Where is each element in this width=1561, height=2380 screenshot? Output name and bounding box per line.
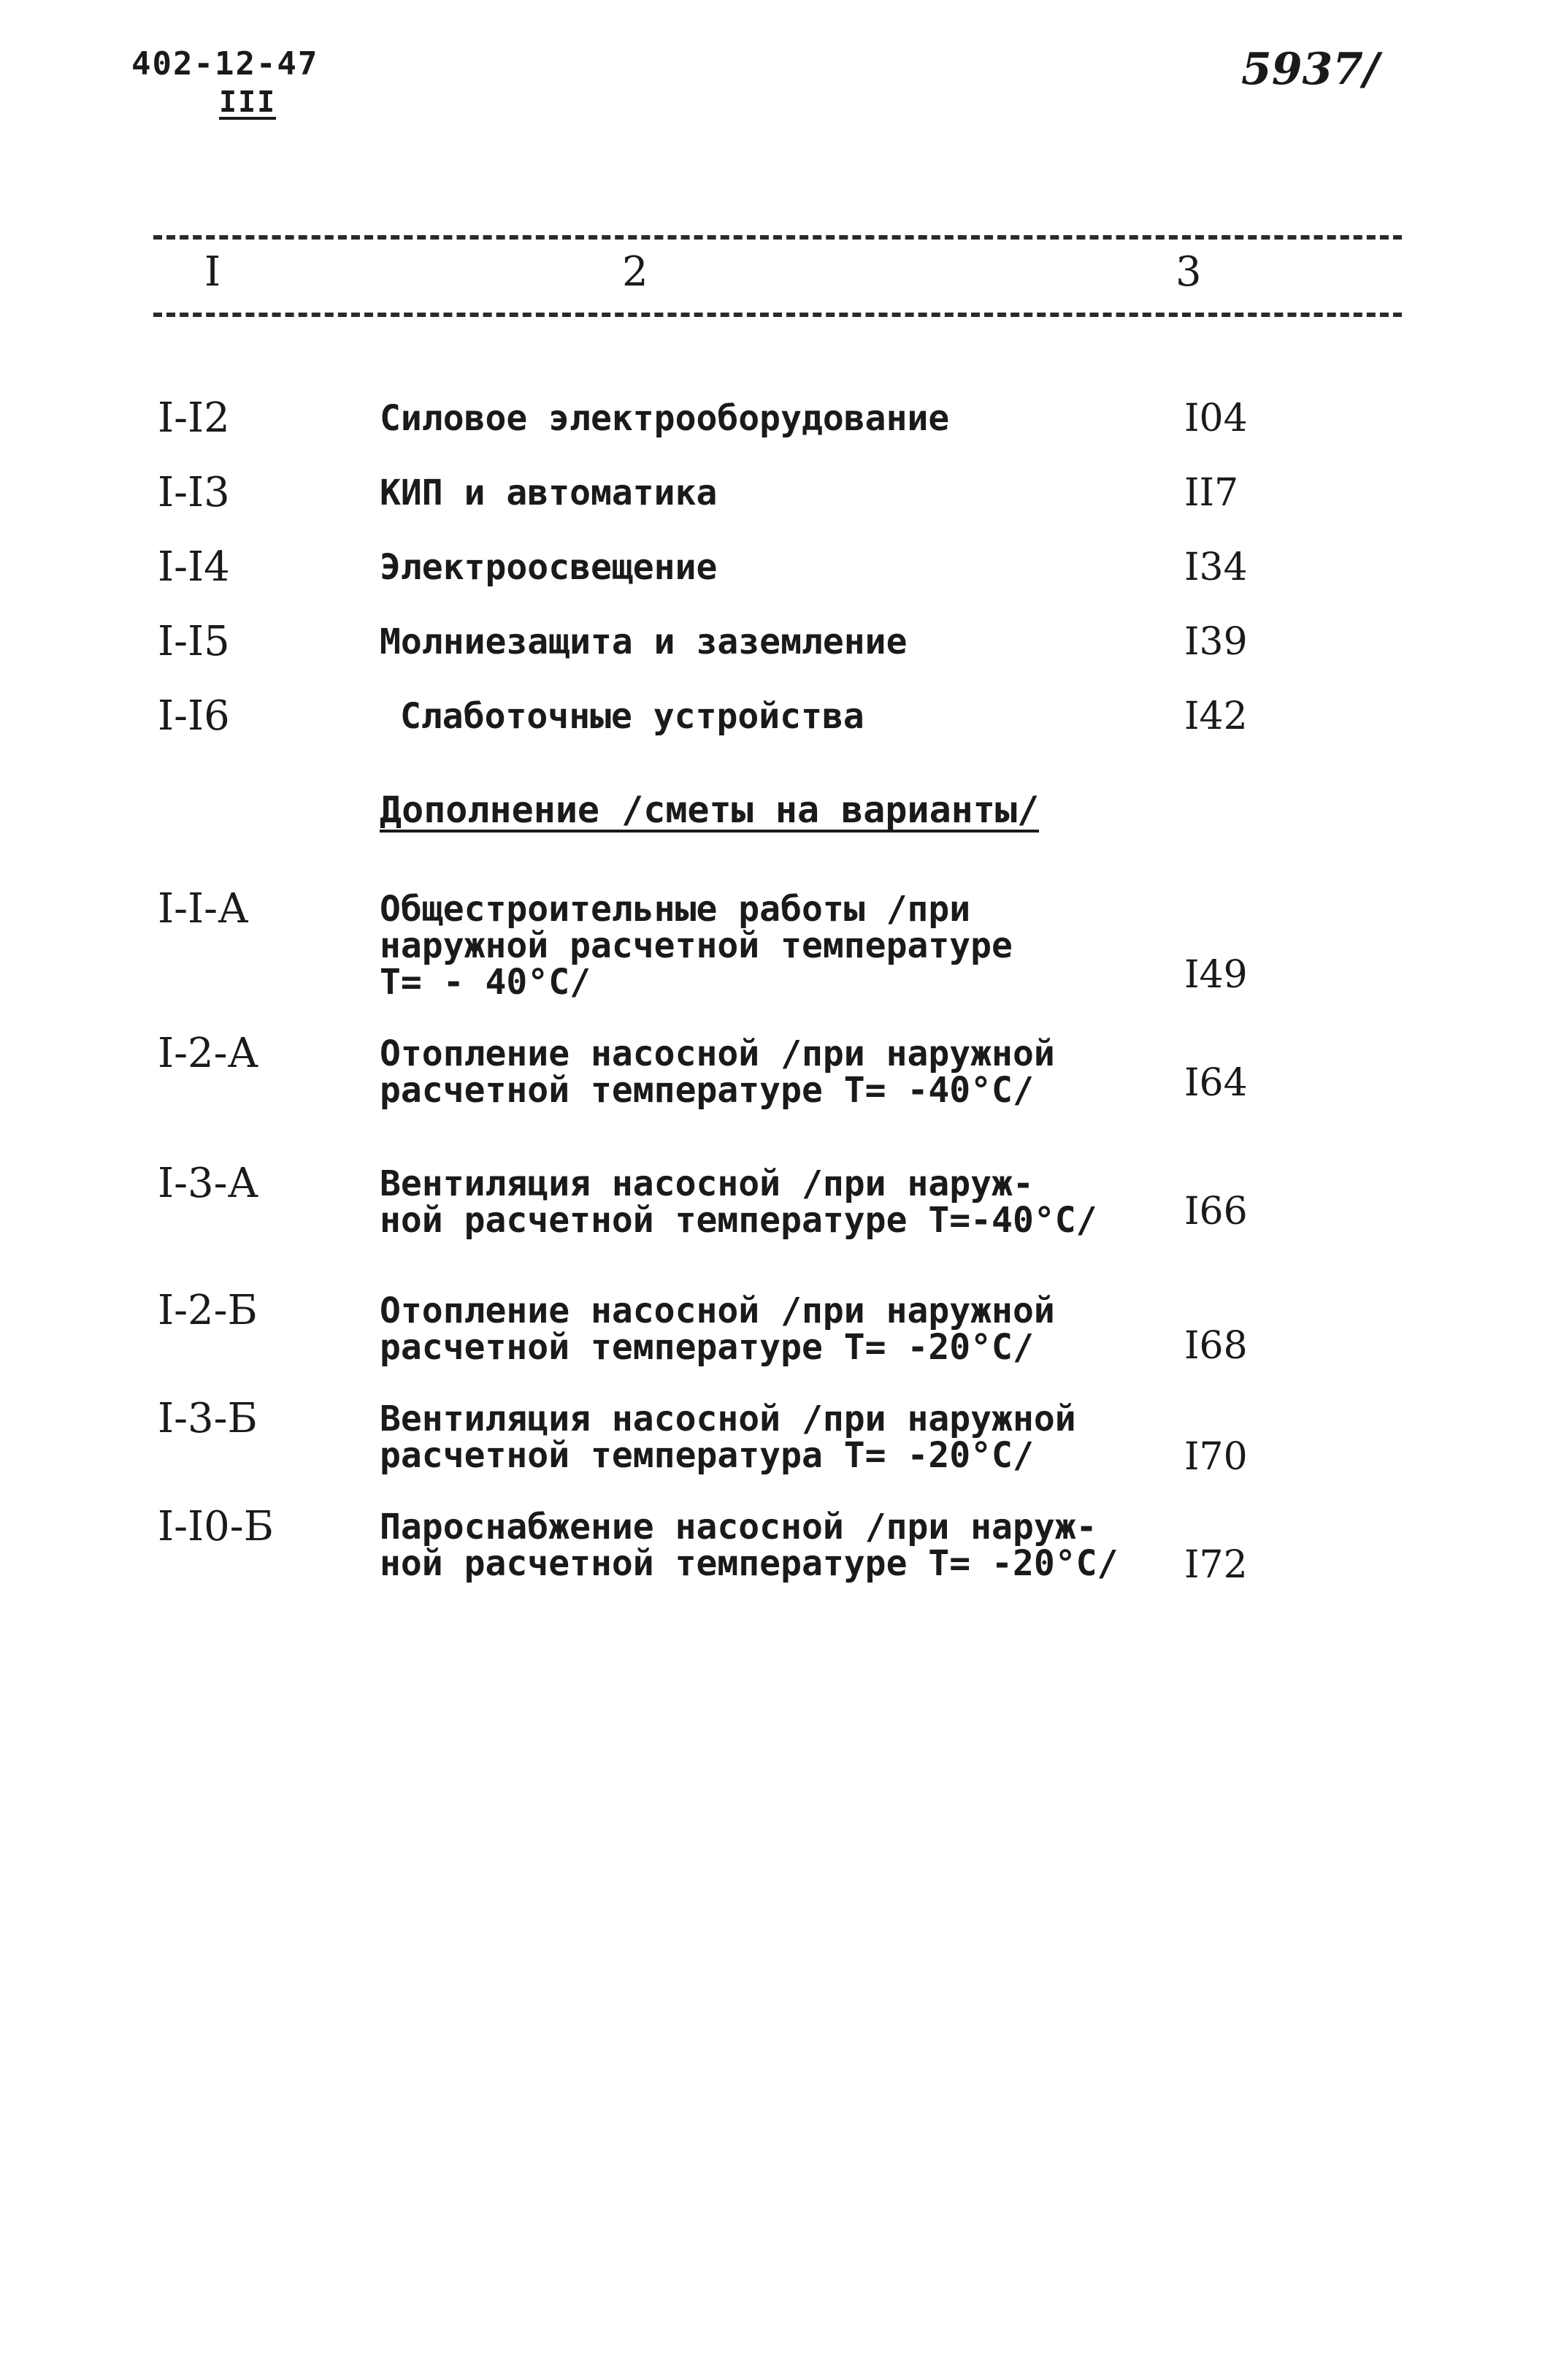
row-title: Силовое электрооборудование: [380, 398, 950, 439]
row-title: Электроосвещение: [380, 547, 718, 588]
row-title: Молниезащита и заземление: [380, 621, 908, 662]
row-page: I70: [1184, 1435, 1248, 1479]
row-page: I64: [1184, 1061, 1248, 1105]
row-title: Пароснабжение насосной /при наруж- ной расчетной температуре Т= -20°С/: [380, 1507, 1119, 1584]
document-part: III: [219, 85, 277, 119]
row-page: I04: [1184, 397, 1248, 440]
row-title: Вентиляция насосной /при наруж- ной расчетной температуре Т=-40°С/: [380, 1163, 1097, 1241]
column-header-3: 3: [1175, 248, 1202, 296]
row-code: I-3-А: [158, 1160, 259, 1207]
table-header-rule: [153, 313, 1402, 317]
document-code: 402-12-47: [131, 45, 319, 83]
row-code: I-I6: [158, 692, 230, 740]
row-page: I68: [1184, 1324, 1248, 1368]
row-page: II7: [1184, 471, 1239, 515]
row-code: I-2-А: [158, 1030, 259, 1077]
row-page: I49: [1184, 953, 1248, 997]
column-header-2: 2: [622, 248, 648, 296]
row-page: I34: [1184, 546, 1248, 589]
row-title: КИП и автоматика: [380, 472, 718, 513]
row-code: I-I-А: [158, 885, 249, 933]
sheet-number: 5937/: [1241, 44, 1379, 95]
row-title: Общестроительные работы /при наружной расчетной температуре Т= - 40°С/: [380, 889, 1013, 1003]
row-code: I-3-Б: [158, 1395, 258, 1442]
row-code: I-I0-Б: [158, 1503, 274, 1550]
row-page: I72: [1184, 1543, 1248, 1587]
supplement-heading: Дополнение /сметы на варианты/: [380, 789, 1040, 831]
row-title: Вентиляция насосной /при наружной расчетной температура Т= -20°С/: [380, 1398, 1076, 1476]
row-code: I-2-Б: [158, 1287, 258, 1334]
row-page: I39: [1184, 620, 1248, 664]
table-top-rule: [153, 235, 1402, 240]
row-title: Отопление насосной /при наружной расчетной температуре Т= -20°С/: [380, 1290, 1055, 1368]
row-code: I-I4: [158, 543, 230, 591]
row-page: I66: [1184, 1190, 1248, 1233]
row-code: I-I2: [158, 394, 230, 442]
row-page: I42: [1184, 695, 1248, 738]
row-code: I-I5: [158, 618, 230, 665]
row-title: Отопление насосной /при наружной расчетной температуре Т= -40°С/: [380, 1033, 1055, 1111]
row-title: Слаботочные устройства: [400, 696, 864, 737]
column-header-1: I: [204, 248, 221, 296]
row-code: I-I3: [158, 469, 230, 516]
